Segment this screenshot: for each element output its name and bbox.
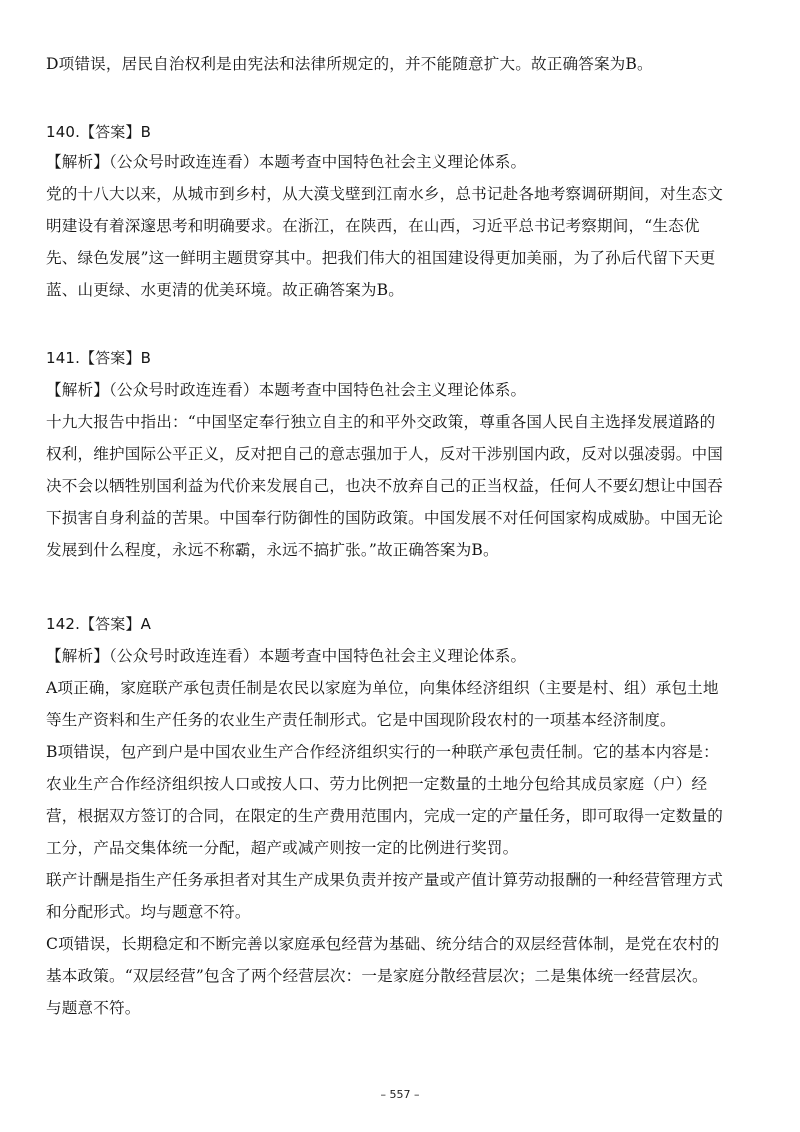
q141-body-line-4: 下损害自身利益的苦果。中国奉行防御性的国防政策。中国发展不对任何国家构成威胁。中国无论 bbox=[46, 509, 723, 527]
q140-body-line-3: 先、绿色发展”这一鲜明主题贯穿其中。把我们伟大的祖国建设得更加美丽，为了孙后代留下天更 bbox=[46, 249, 716, 267]
q140-body-line-4: 蓝、山更绿、水更清的优美环境。故正确答案为B。 bbox=[46, 281, 404, 299]
q140-body-line-1: 党的十八大以来，从城市到乡村，从大漠戈壁到江南水乡，总书记赴各地考察调研期间，对生态文 bbox=[46, 185, 723, 203]
q141-body-line-1: 十九大报告中指出：“中国坚定奉行独立自主的和平外交政策，尊重各国人民自主选择发展道路的 bbox=[46, 413, 716, 431]
q142-body-line-5: 营，根据双方签订的合同，在限定的生产费用范围内，完成一定的产量任务，即可取得一定数量的 bbox=[46, 807, 723, 825]
intro-line-1: D项错误，居民自治权利是由宪法和法律所规定的，并不能随意扩大。故正确答案为B。 bbox=[46, 55, 653, 73]
q142-body-line-4: 农业生产合作经济组织按人口或按人口、劳力比例把一定数量的土地分包给其成员家庭（户）经 bbox=[46, 775, 708, 793]
q140-answer: 140.【答案】B bbox=[46, 123, 152, 141]
q141-analysis: 【解析】（公众号时政连连看）本题考查中国特色社会主义理论体系。 bbox=[46, 381, 527, 399]
q142-body-line-8: 和分配形式。均与题意不符。 bbox=[46, 903, 251, 921]
q142-body-line-10: 基本政策。“双层经营”包含了两个经营层次：一是家庭分散经营层次；二是集体统一经营层次。 bbox=[46, 967, 708, 985]
page-number: – 557 – bbox=[380, 1088, 420, 1101]
q141-body-line-3: 决不会以牺牲别国利益为代价来发展自己，也决不放弃自己的正当权益，任何人不要幻想让中国吞 bbox=[46, 477, 723, 495]
q141-body-line-5: 发展到什么程度，永远不称霸，永远不搞扩张。”故正确答案为B。 bbox=[46, 541, 499, 559]
q142-body-line-9: C项错误，长期稳定和不断完善以家庭承包经营为基础、统分结合的双层经营体制，是党在农村的 bbox=[46, 935, 720, 953]
q142-body-line-3: B项错误，包产到户是中国农业生产合作经济组织实行的一种联产承包责任制。它的基本内容是： bbox=[46, 743, 719, 761]
q141-answer: 141.【答案】B bbox=[46, 349, 152, 367]
q142-body-line-2: 等生产资料和生产任务的农业生产责任制形式。它是中国现阶段农村的一项基本经济制度。 bbox=[46, 711, 676, 729]
q142-body-line-1: A项正确，家庭联产承包责任制是农民以家庭为单位，向集体经济组织（主要是村、组）承包土地 bbox=[46, 679, 719, 697]
q142-body-line-7: 联产计酬是指生产任务承担者对其生产成果负责并按产量或产值计算劳动报酬的一种经营管理方式 bbox=[46, 871, 723, 889]
q141-body-line-2: 权利，维护国际公平正义，反对把自己的意志强加于人，反对干涉别国内政，反对以强凌弱。中国 bbox=[46, 445, 723, 463]
q142-answer: 142.【答案】A bbox=[46, 615, 152, 633]
q142-body-line-11: 与题意不符。 bbox=[46, 999, 141, 1017]
q140-analysis: 【解析】（公众号时政连连看）本题考查中国特色社会主义理论体系。 bbox=[46, 153, 527, 171]
q140-body-line-2: 明建设有着深邃思考和明确要求。在浙江，在陕西，在山西，习近平总书记考察期间，“生态优 bbox=[46, 217, 700, 235]
q142-analysis: 【解析】（公众号时政连连看）本题考查中国特色社会主义理论体系。 bbox=[46, 647, 527, 665]
q142-body-line-6: 工分，产品交集体统一分配，超产或减产则按一定的比例进行奖罚。 bbox=[46, 839, 519, 857]
